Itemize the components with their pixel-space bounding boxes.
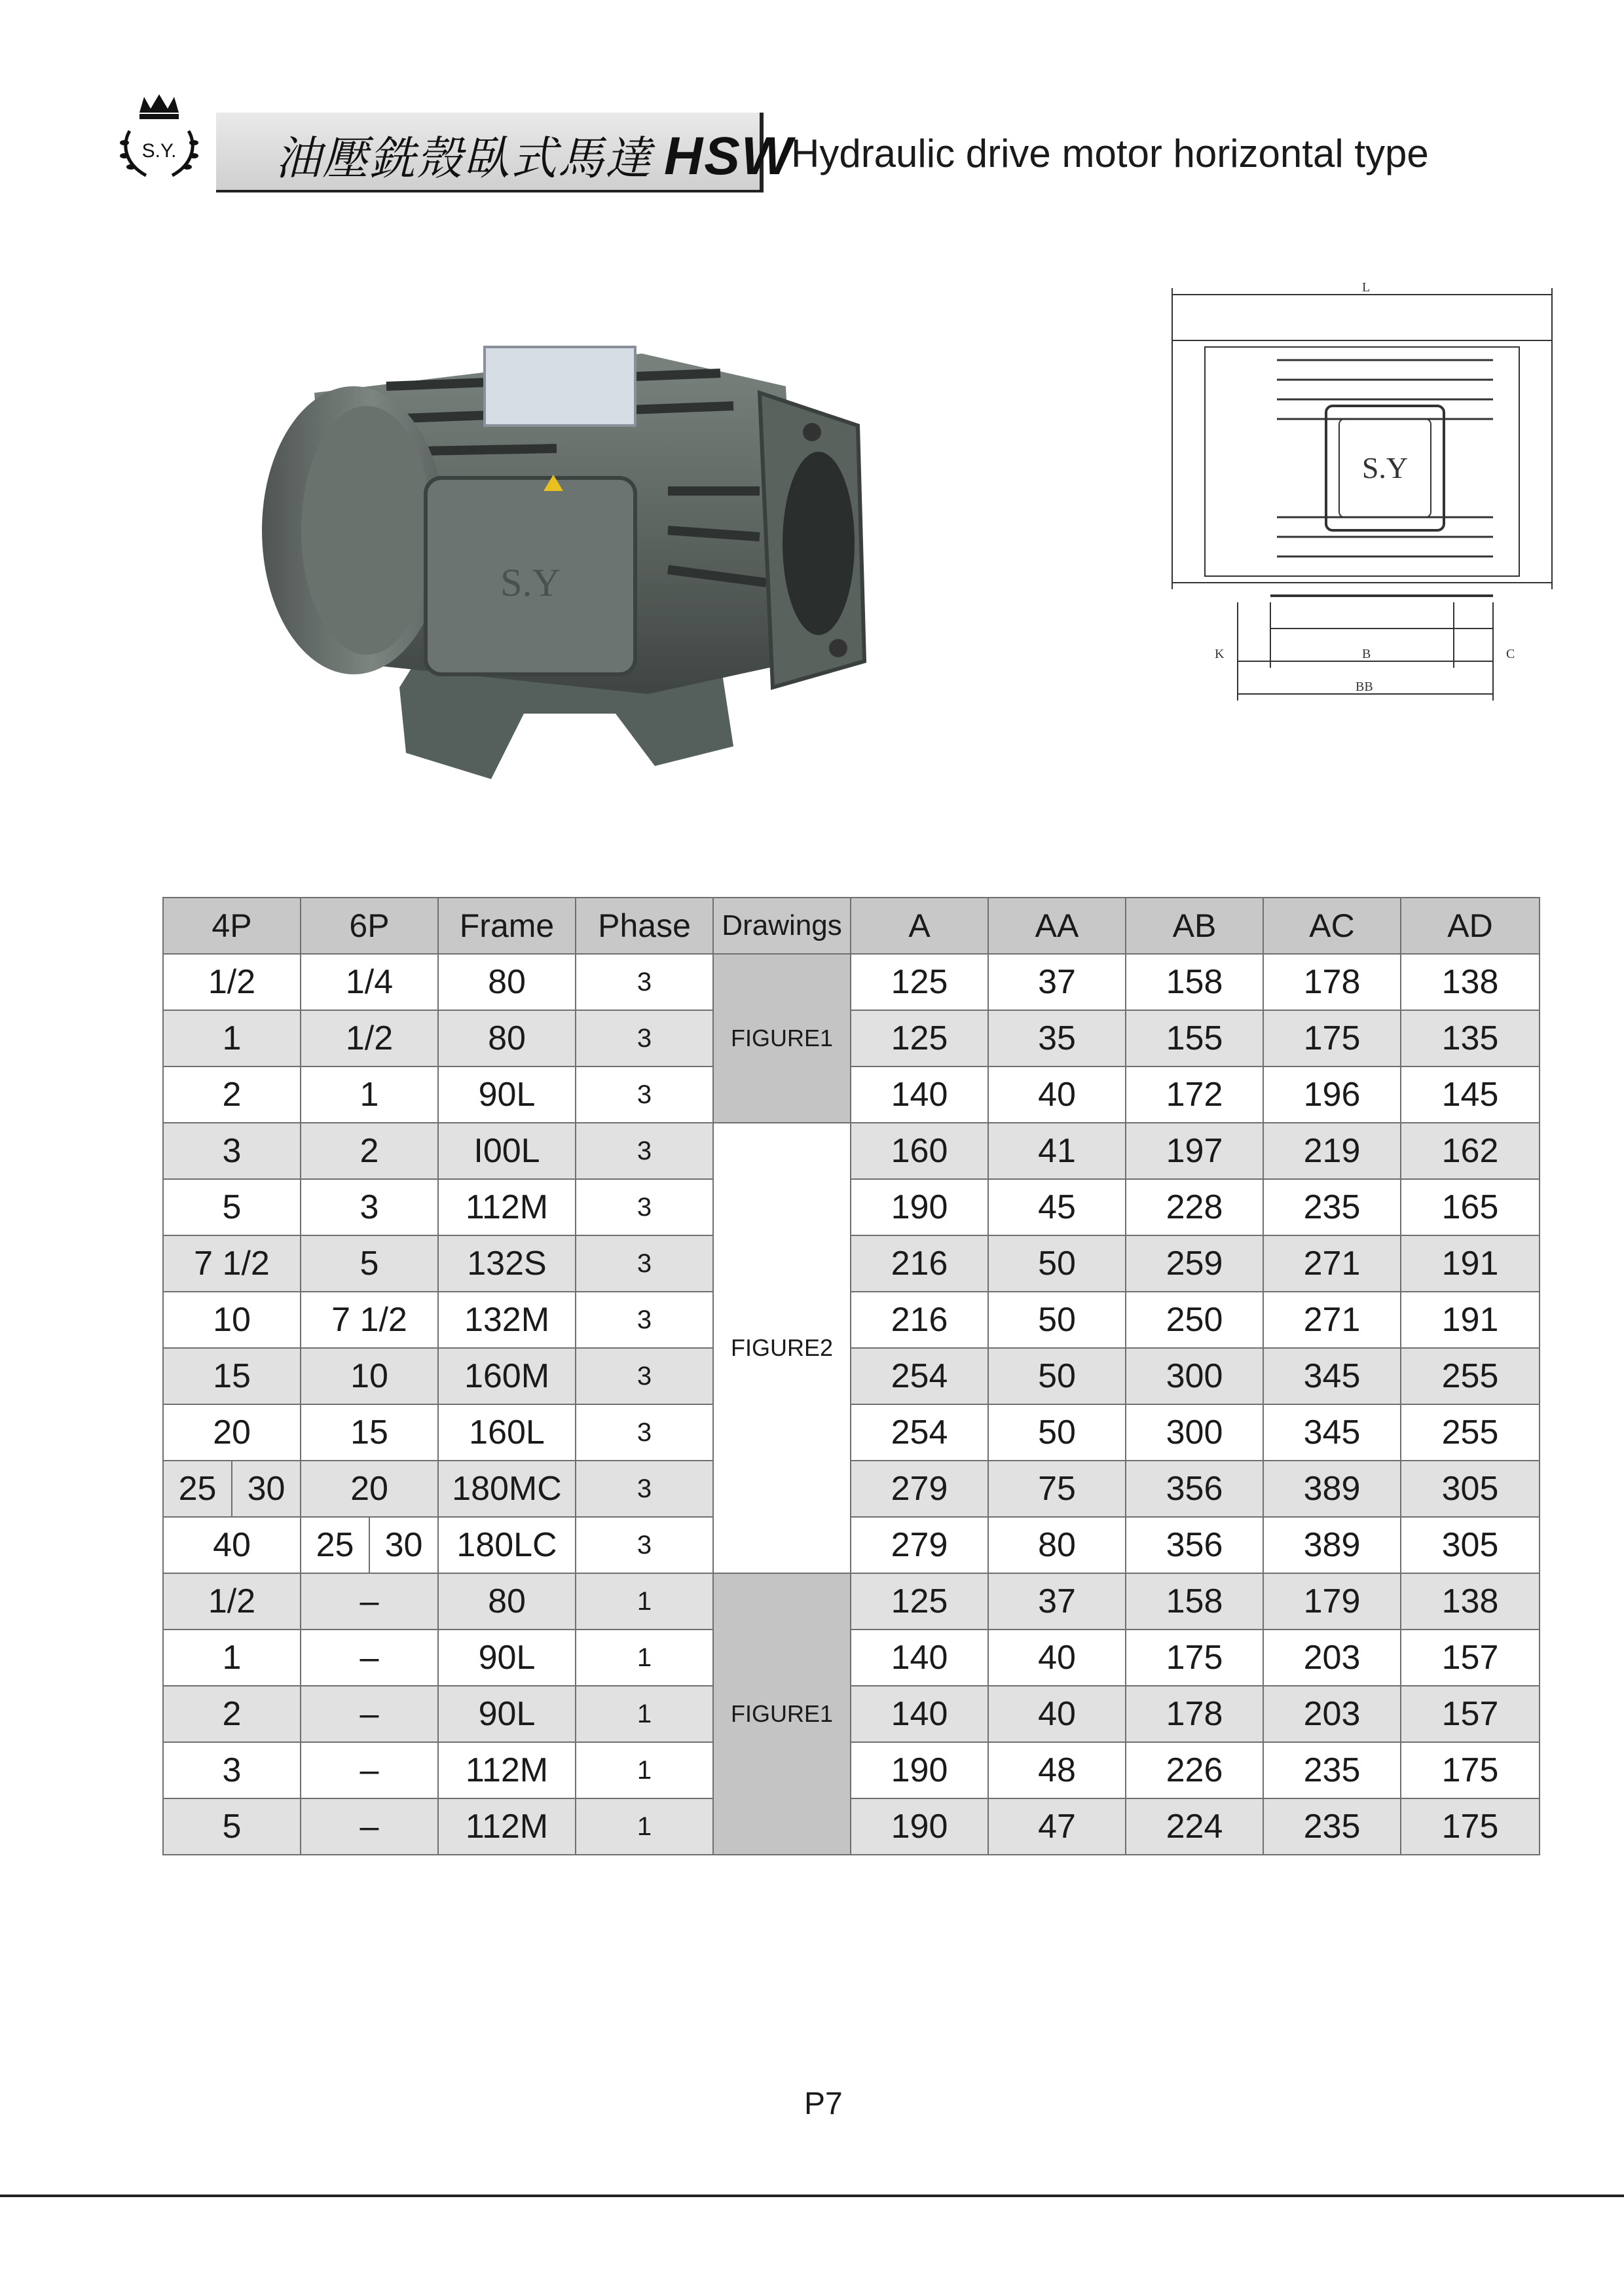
cell-a: 125 xyxy=(851,954,988,1010)
cell-phase: 3 xyxy=(576,1461,713,1517)
cell-frame: 112M xyxy=(438,1179,576,1235)
cell-frame: 160L xyxy=(438,1404,576,1461)
logo-text: S.Y. xyxy=(141,140,177,162)
cell-a: 125 xyxy=(851,1573,988,1630)
cell-4p: 3 xyxy=(163,1742,301,1798)
cell-ad: 191 xyxy=(1401,1292,1540,1348)
drawing-logo-text: S.Y xyxy=(1361,451,1409,484)
cell-aa: 37 xyxy=(988,954,1126,1010)
cell-aa: 50 xyxy=(988,1292,1126,1348)
cell-6p: 20 xyxy=(301,1461,438,1517)
cell-6p: – xyxy=(301,1742,438,1798)
table-header-row xyxy=(163,898,1540,954)
cell-ab: 172 xyxy=(1126,1066,1263,1123)
cell-aa: 45 xyxy=(988,1179,1126,1235)
cell-phase: 1 xyxy=(576,1742,713,1798)
cell-frame: 80 xyxy=(438,1010,576,1066)
cell-ad: 255 xyxy=(1401,1348,1540,1404)
cell-phase: 3 xyxy=(576,1292,713,1348)
cell-aa: 75 xyxy=(988,1461,1126,1517)
cell-ac: 178 xyxy=(1263,954,1401,1010)
cell-ad: 165 xyxy=(1401,1179,1540,1235)
table-row xyxy=(163,1630,1540,1686)
cell-6p: 7 1/2 xyxy=(301,1292,438,1348)
cell-frame: 132S xyxy=(438,1235,576,1292)
cell-a: 140 xyxy=(851,1630,988,1686)
col-header-6p: 6P xyxy=(301,898,438,954)
cell-ac: 271 xyxy=(1263,1235,1401,1292)
motor-photo xyxy=(249,295,877,779)
table-row xyxy=(163,1179,1540,1235)
cell-phase: 3 xyxy=(576,954,713,1010)
cell-a: 279 xyxy=(851,1461,988,1517)
cell-frame: 180LC xyxy=(438,1517,576,1573)
table-row xyxy=(163,1686,1540,1742)
spec-table xyxy=(162,897,1540,1855)
cell-ab: 259 xyxy=(1126,1235,1263,1292)
cell-ad: 135 xyxy=(1401,1010,1540,1066)
table-row xyxy=(163,1235,1540,1292)
cell-ab: 175 xyxy=(1126,1630,1263,1686)
cell-4p: 3 xyxy=(163,1123,301,1179)
cell-4p-part-a: 25 xyxy=(164,1461,232,1516)
cell-6p xyxy=(301,1517,438,1573)
cell-ac: 179 xyxy=(1263,1573,1401,1630)
cell-ad: 157 xyxy=(1401,1686,1540,1742)
cell-phase: 3 xyxy=(576,1123,713,1179)
cell-a: 140 xyxy=(851,1066,988,1123)
cell-phase: 3 xyxy=(576,1235,713,1292)
cell-frame: 132M xyxy=(438,1292,576,1348)
cell-a: 279 xyxy=(851,1517,988,1573)
cell-4p xyxy=(163,1461,301,1517)
cell-aa: 40 xyxy=(988,1066,1126,1123)
cell-6p-part-a: 25 xyxy=(301,1518,370,1573)
cell-aa: 48 xyxy=(988,1742,1126,1798)
cell-phase: 3 xyxy=(576,1179,713,1235)
cell-ab: 155 xyxy=(1126,1010,1263,1066)
cell-frame: I00L xyxy=(438,1123,576,1179)
cell-aa: 35 xyxy=(988,1010,1126,1066)
cell-ab: 228 xyxy=(1126,1179,1263,1235)
cell-ac: 203 xyxy=(1263,1630,1401,1686)
cell-ab: 178 xyxy=(1126,1686,1263,1742)
table-row xyxy=(163,1461,1540,1517)
crown-icon xyxy=(139,94,179,119)
cell-phase: 3 xyxy=(576,1066,713,1123)
cell-frame: 112M xyxy=(438,1798,576,1855)
cell-ac: 219 xyxy=(1263,1123,1401,1179)
cell-ad: 162 xyxy=(1401,1123,1540,1179)
cell-ac: 196 xyxy=(1263,1066,1401,1123)
cell-6p: 1/2 xyxy=(301,1010,438,1066)
cell-aa: 47 xyxy=(988,1798,1126,1855)
cell-a: 160 xyxy=(851,1123,988,1179)
cell-a: 190 xyxy=(851,1798,988,1855)
cell-phase: 3 xyxy=(576,1404,713,1461)
cell-frame: 90L xyxy=(438,1066,576,1123)
cell-6p: 1/4 xyxy=(301,954,438,1010)
cell-drawing-figure2: FIGURE2 xyxy=(713,1123,851,1573)
table-row xyxy=(163,1123,1540,1179)
cell-ab: 158 xyxy=(1126,954,1263,1010)
cell-6p: – xyxy=(301,1630,438,1686)
table-row xyxy=(163,1404,1540,1461)
svg-text:S.Y: S.Y xyxy=(500,561,561,604)
cell-ab: 224 xyxy=(1126,1798,1263,1855)
footer-line xyxy=(0,2195,1624,2197)
cell-6p: 3 xyxy=(301,1179,438,1235)
cell-ad: 191 xyxy=(1401,1235,1540,1292)
cell-a: 190 xyxy=(851,1742,988,1798)
col-header-ac: AC xyxy=(1263,898,1401,954)
title-en: Hydraulic drive motor horizontal type xyxy=(791,132,1429,175)
cell-6p-part-b: 30 xyxy=(384,1526,423,1564)
cell-ac: 235 xyxy=(1263,1179,1401,1235)
cell-ad: 255 xyxy=(1401,1404,1540,1461)
cell-ac: 235 xyxy=(1263,1742,1401,1798)
cell-a: 254 xyxy=(851,1348,988,1404)
cell-ad: 138 xyxy=(1401,1573,1540,1630)
col-header-ab: AB xyxy=(1126,898,1263,954)
sy-crown-logo xyxy=(110,92,208,190)
col-header-phase: Phase xyxy=(576,898,713,954)
cell-phase: 3 xyxy=(576,1517,713,1573)
table-row xyxy=(163,1010,1540,1066)
cell-ab: 158 xyxy=(1126,1573,1263,1630)
table-row xyxy=(163,1573,1540,1630)
cell-aa: 50 xyxy=(988,1404,1126,1461)
cell-4p: 2 xyxy=(163,1066,301,1123)
cell-drawing-figure1: FIGURE1 xyxy=(713,1573,851,1855)
cell-6p: 2 xyxy=(301,1123,438,1179)
cell-ac: 271 xyxy=(1263,1292,1401,1348)
col-header-frame: Frame xyxy=(438,898,576,954)
cell-ac: 389 xyxy=(1263,1517,1401,1573)
cell-frame: 90L xyxy=(438,1630,576,1686)
cell-ac: 345 xyxy=(1263,1404,1401,1461)
table-row xyxy=(163,1517,1540,1573)
cell-4p: 1/2 xyxy=(163,954,301,1010)
cell-aa: 37 xyxy=(988,1573,1126,1630)
cell-ac: 389 xyxy=(1263,1461,1401,1517)
cell-4p: 40 xyxy=(163,1517,301,1573)
cell-ab: 356 xyxy=(1126,1461,1263,1517)
col-header-a: A xyxy=(851,898,988,954)
cell-frame: 80 xyxy=(438,1573,576,1630)
table-row xyxy=(163,1348,1540,1404)
col-header-drawings: Drawings xyxy=(713,898,851,954)
dim-label-B: B xyxy=(1362,647,1371,661)
cell-a: 216 xyxy=(851,1235,988,1292)
table-row xyxy=(163,1742,1540,1798)
cell-6p: – xyxy=(301,1798,438,1855)
cell-4p: 5 xyxy=(163,1179,301,1235)
cell-frame: 112M xyxy=(438,1742,576,1798)
title-banner xyxy=(216,113,794,191)
cell-aa: 41 xyxy=(988,1123,1126,1179)
table-row xyxy=(163,954,1540,1010)
cell-6p: 15 xyxy=(301,1404,438,1461)
cell-aa: 50 xyxy=(988,1235,1126,1292)
cell-ac: 235 xyxy=(1263,1798,1401,1855)
model-code: HSW xyxy=(664,126,794,186)
cell-aa: 80 xyxy=(988,1517,1126,1573)
cell-6p: 10 xyxy=(301,1348,438,1404)
cell-ab: 250 xyxy=(1126,1292,1263,1348)
cell-frame: 180MC xyxy=(438,1461,576,1517)
cell-a: 216 xyxy=(851,1292,988,1348)
cell-4p: 10 xyxy=(163,1292,301,1348)
page-number: P7 xyxy=(804,2086,843,2121)
cell-6p: 5 xyxy=(301,1235,438,1292)
cell-frame: 90L xyxy=(438,1686,576,1742)
cell-ad: 157 xyxy=(1401,1630,1540,1686)
cell-frame: 160M xyxy=(438,1348,576,1404)
cell-ac: 175 xyxy=(1263,1010,1401,1066)
cell-phase: 1 xyxy=(576,1573,713,1630)
cell-4p: 1/2 xyxy=(163,1573,301,1630)
cell-phase: 3 xyxy=(576,1348,713,1404)
cell-ab: 197 xyxy=(1126,1123,1263,1179)
cell-ab: 300 xyxy=(1126,1348,1263,1404)
table-row xyxy=(163,1066,1540,1123)
cell-aa: 50 xyxy=(988,1348,1126,1404)
table-row xyxy=(163,1292,1540,1348)
cell-drawing-figure1: FIGURE1 xyxy=(713,954,851,1123)
title-zh-text: 油壓銑殼臥式馬達 xyxy=(275,132,652,185)
cell-4p: 1 xyxy=(163,1010,301,1066)
cell-ad: 138 xyxy=(1401,954,1540,1010)
cell-4p-part-b: 30 xyxy=(247,1470,286,1508)
cell-4p: 20 xyxy=(163,1404,301,1461)
cell-a: 254 xyxy=(851,1404,988,1461)
cell-ac: 203 xyxy=(1263,1686,1401,1742)
cell-ab: 356 xyxy=(1126,1517,1263,1573)
table-row xyxy=(163,1798,1540,1855)
title-zh xyxy=(275,122,793,188)
dim-label-C: C xyxy=(1506,647,1515,661)
cell-ab: 226 xyxy=(1126,1742,1263,1798)
cell-6p: – xyxy=(301,1573,438,1630)
title-underline xyxy=(216,190,764,192)
cell-phase: 1 xyxy=(576,1630,713,1686)
cell-ac: 345 xyxy=(1263,1348,1401,1404)
cell-ad: 305 xyxy=(1401,1517,1540,1573)
col-header-aa: AA xyxy=(988,898,1126,954)
cell-6p: 1 xyxy=(301,1066,438,1123)
cell-ab: 300 xyxy=(1126,1404,1263,1461)
cell-ad: 175 xyxy=(1401,1742,1540,1798)
cell-phase: 1 xyxy=(576,1798,713,1855)
cell-ad: 145 xyxy=(1401,1066,1540,1123)
cell-phase: 3 xyxy=(576,1010,713,1066)
cell-4p: 2 xyxy=(163,1686,301,1742)
col-header-ad: AD xyxy=(1401,898,1540,954)
dimension-drawing xyxy=(1153,275,1559,707)
dim-label-K: K xyxy=(1215,647,1225,661)
cell-frame: 80 xyxy=(438,954,576,1010)
cell-phase: 1 xyxy=(576,1686,713,1742)
cell-4p: 1 xyxy=(163,1630,301,1686)
cell-ad: 175 xyxy=(1401,1798,1540,1855)
cell-6p: – xyxy=(301,1686,438,1742)
cell-aa: 40 xyxy=(988,1630,1126,1686)
cell-ad: 305 xyxy=(1401,1461,1540,1517)
cell-a: 125 xyxy=(851,1010,988,1066)
cell-4p: 7 1/2 xyxy=(163,1235,301,1292)
cell-a: 190 xyxy=(851,1179,988,1235)
cell-4p: 15 xyxy=(163,1348,301,1404)
dim-label-L: L xyxy=(1362,280,1371,295)
col-header-4p: 4P xyxy=(163,898,301,954)
cell-a: 140 xyxy=(851,1686,988,1742)
dim-label-BB: BB xyxy=(1356,680,1373,694)
cell-4p: 5 xyxy=(163,1798,301,1855)
cell-aa: 40 xyxy=(988,1686,1126,1742)
